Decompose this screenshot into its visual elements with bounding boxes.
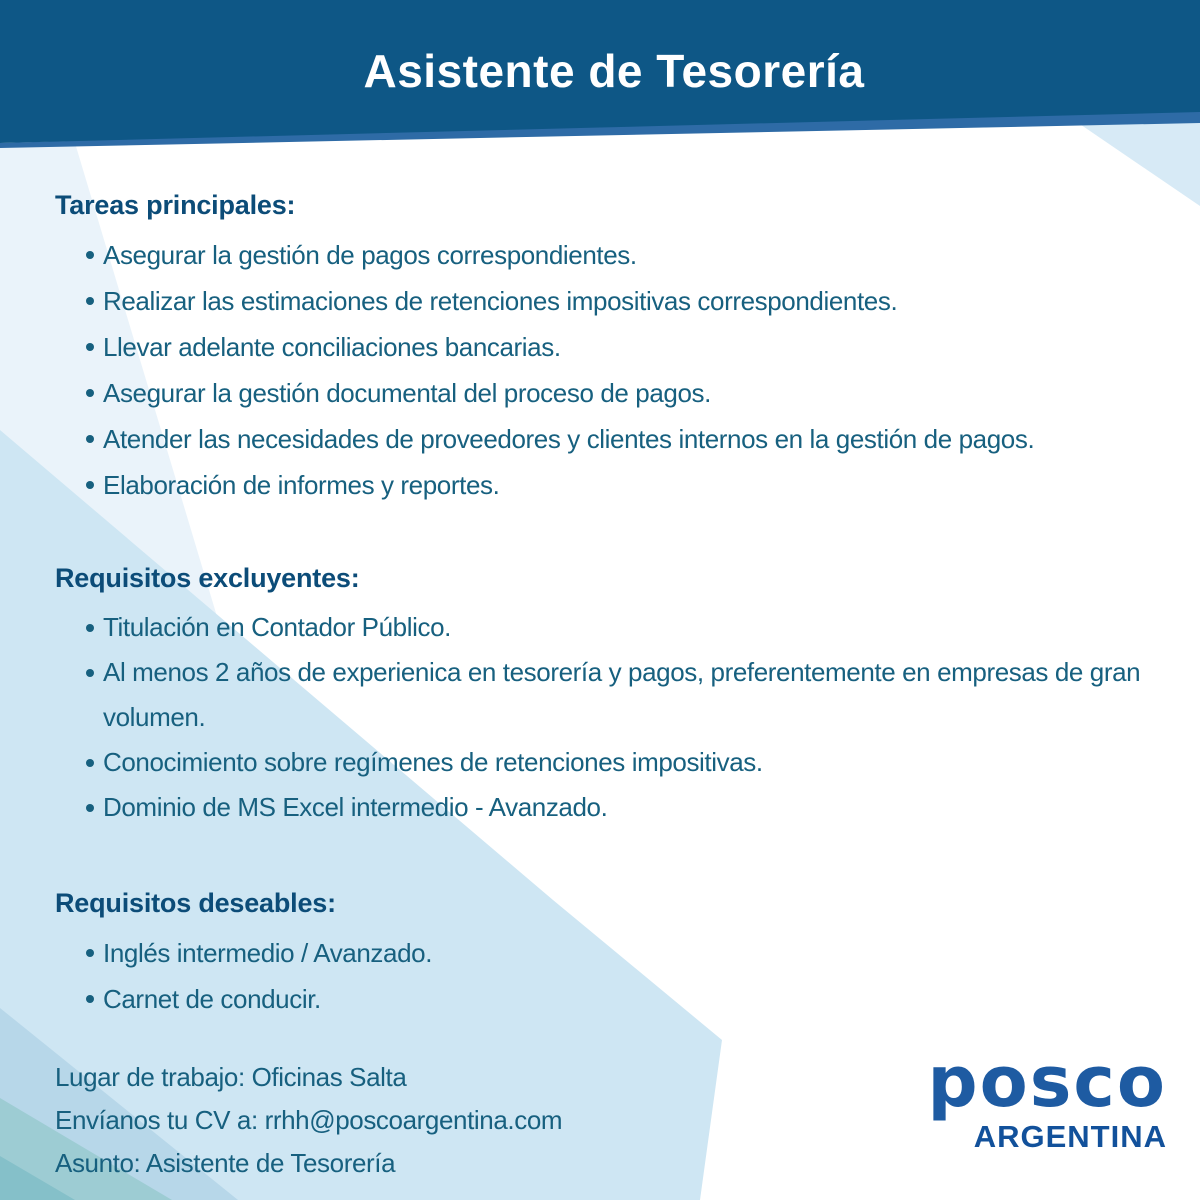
bullet-item: Elaboración de informes y reportes. [55, 462, 1165, 508]
section-requisitos-deseables [55, 888, 1165, 1022]
page-title: Asistente de Tesorería [363, 45, 865, 97]
workplace-line: Lugar de trabajo: Oficinas Salta [55, 1062, 407, 1092]
section-heading: Requisitos excluyentes: [55, 563, 360, 593]
section-tareas-principales [55, 190, 1165, 508]
bullet-list [55, 605, 1165, 830]
section-heading: Requisitos deseables: [55, 888, 336, 918]
subject-line: Asunto: Asistente de Tesorería [55, 1148, 396, 1178]
section-heading: Tareas principales: [55, 190, 296, 220]
bullet-item: Dominio de MS Excel intermedio - Avanzado. [55, 785, 1165, 830]
bullet-item: Asegurar la gestión documental del proceso de pagos. [55, 370, 1165, 416]
bullet-item: Llevar adelante conciliaciones bancarias. [55, 324, 1165, 370]
bullet-item: Asegurar la gestión de pagos correspondientes. [55, 232, 1165, 278]
bullet-item: Al menos 2 años de experienica en tesorería y pagos, preferentemente en empresas de gran volumen. [55, 650, 1165, 740]
bullet-list [55, 930, 1165, 1022]
contact-email-line: Envíanos tu CV a: rrhh@poscoargentina.com [55, 1105, 563, 1135]
bullet-list [55, 232, 1165, 508]
contact-info [55, 1056, 755, 1185]
bullet-item: Atender las necesidades de proveedores y clientes internos en la gestión de pagos. [55, 416, 1165, 462]
bullet-item: Realizar las estimaciones de retenciones impositivas correspondientes. [55, 278, 1165, 324]
section-requisitos-excluyentes [55, 563, 1165, 830]
argentina-wordmark: ARGENTINA [973, 1119, 1167, 1154]
bullet-item: Conocimiento sobre regímenes de retenciones impositivas. [55, 740, 1165, 785]
posco-wordmark: posco [927, 1041, 1167, 1123]
posco-logo [927, 1041, 1167, 1154]
bullet-item: Inglés intermedio / Avanzado. [55, 930, 1165, 976]
bullet-item: Carnet de conducir. [55, 976, 1165, 1022]
bullet-item: Titulación en Contador Público. [55, 605, 1165, 650]
